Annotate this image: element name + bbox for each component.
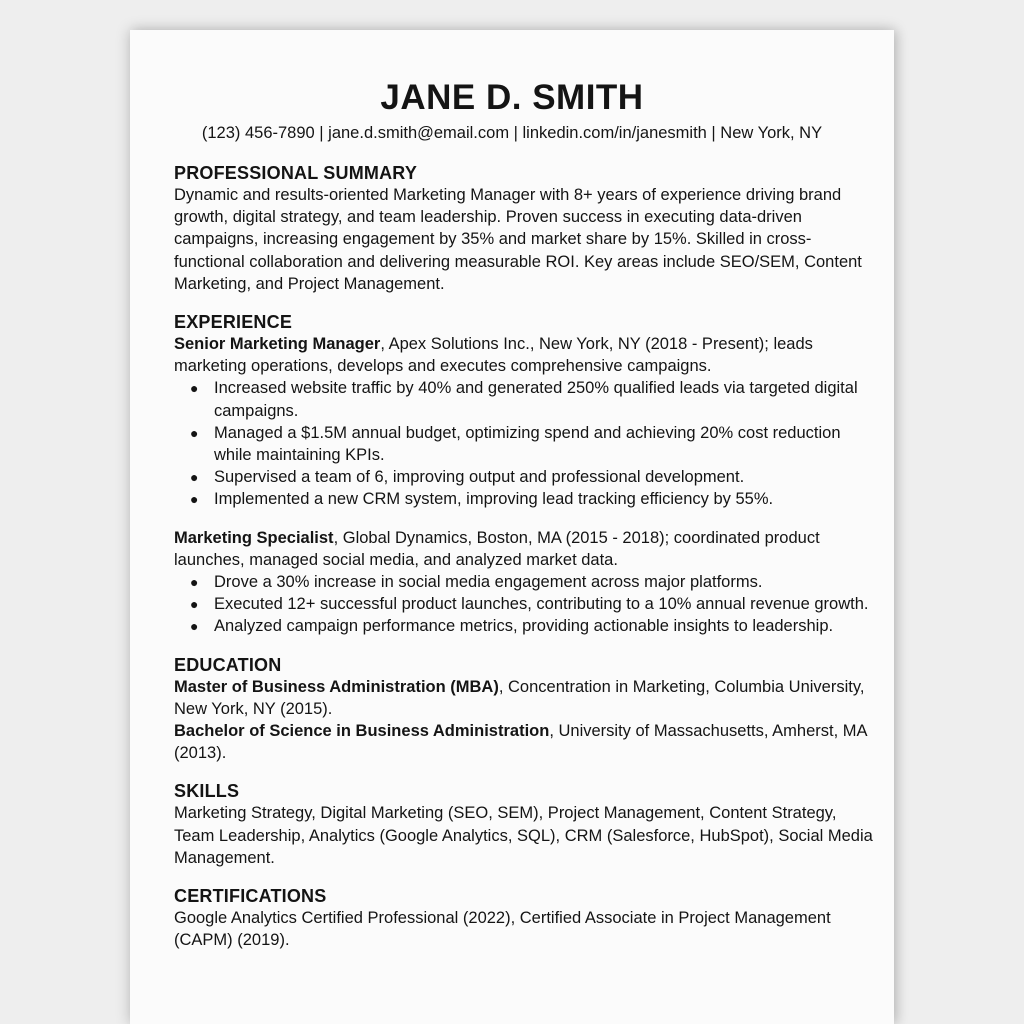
- skills-section: [174, 780, 874, 869]
- job-role: Marketing Specialist: [174, 528, 334, 547]
- bullet-text: Managed a $1.5M annual budget, optimizing spend and achieving 20% cost reduction while maintaining KPIs.: [214, 423, 841, 465]
- bullet-icon: ●: [190, 491, 199, 508]
- degree-details: , University of Massachusetts, Amherst, MA (2013).: [174, 722, 867, 763]
- list-item: [174, 593, 874, 615]
- bullet-icon: ●: [190, 424, 199, 441]
- summary-text: Dynamic and results-oriented Marketing Manager with 8+ years of experience driving brand growth, digital strategy, and team leadership. Proven success in executing data-driven campaigns, increasing engagement by 35% and market share by 15%. Skilled in cross-functional collaboration and delivering measurable ROI. Key areas include SEO/SEM, Content Marketing, and Project Management.: [174, 186, 862, 293]
- job-entry: [174, 527, 874, 638]
- bullet-icon: ●: [190, 469, 199, 486]
- bullet-text: Analyzed campaign performance metrics, providing actionable insights to leadership.: [214, 617, 834, 636]
- certifications-section: [174, 885, 874, 951]
- bullet-text: Implemented a new CRM system, improving lead tracking efficiency by 55%.: [214, 490, 774, 509]
- bullet-text: Drove a 30% increase in social media engagement across major platforms.: [214, 573, 763, 592]
- job-bullets: [174, 377, 874, 510]
- bullet-icon: ●: [190, 596, 199, 613]
- list-item: [174, 466, 874, 488]
- job-heading: [174, 333, 874, 377]
- bullet-icon: ●: [190, 618, 199, 635]
- list-item: [174, 377, 874, 421]
- job-entry: [174, 333, 874, 511]
- list-item: [174, 571, 874, 593]
- job-heading: [174, 527, 874, 571]
- education-item: [174, 676, 874, 720]
- bullet-text: Supervised a team of 6, improving output and professional development.: [214, 468, 745, 487]
- degree-name: Bachelor of Science in Business Administration: [174, 722, 550, 741]
- job-bullets: [174, 571, 874, 638]
- job-details: , Apex Solutions Inc., New York, NY (2018 - Present); leads marketing operations, develops and executes comprehensive campaigns.: [174, 335, 813, 376]
- degree-details: , Concentration in Marketing, Columbia University, New York, NY (2015).: [174, 677, 865, 718]
- experience-section: [174, 311, 874, 638]
- list-item: [174, 615, 874, 637]
- resume-page: [130, 30, 894, 1024]
- bullet-icon: ●: [190, 574, 199, 591]
- summary-section: [174, 162, 874, 295]
- skills-text: Marketing Strategy, Digital Marketing (SEO, SEM), Project Management, Content Strategy, Team Leadership, Analytics (Google Analytics, SQL), CRM (Salesforce, HubSpot), Social Media Management.: [174, 804, 873, 867]
- education-section: [174, 654, 874, 765]
- section-title-certifications: CERTIFICATIONS: [174, 886, 327, 907]
- section-title-experience: EXPERIENCE: [174, 312, 293, 333]
- contact-line: (123) 456-7890 | jane.d.smith@email.com | linkedin.com/in/janesmith | New York, NY: [201, 124, 823, 142]
- bullet-text: Increased website traffic by 40% and generated 250% qualified leads via targeted digital campaigns.: [214, 379, 858, 420]
- bullet-icon: ●: [190, 380, 199, 397]
- job-details: , Global Dynamics, Boston, MA (2015 - 2018); coordinated product launches, managed social media, and analyzed market data.: [174, 528, 820, 569]
- candidate-name: JANE D. SMITH: [380, 78, 644, 117]
- list-item: [174, 488, 874, 510]
- section-title-education: EDUCATION: [174, 654, 282, 675]
- certifications-text: Google Analytics Certified Professional (2022), Certified Associate in Project Management (CAPM) (2019).: [174, 909, 831, 950]
- job-role: Senior Marketing Manager: [174, 335, 381, 354]
- degree-name: Master of Business Administration (MBA): [174, 677, 499, 696]
- section-title-summary: PROFESSIONAL SUMMARY: [174, 163, 418, 183]
- resume-body: [174, 162, 874, 967]
- section-title-skills: SKILLS: [174, 781, 240, 802]
- education-item: [174, 720, 874, 764]
- list-item: [174, 422, 874, 466]
- bullet-text: Executed 12+ successful product launches, contributing to a 10% annual revenue growth.: [214, 595, 869, 614]
